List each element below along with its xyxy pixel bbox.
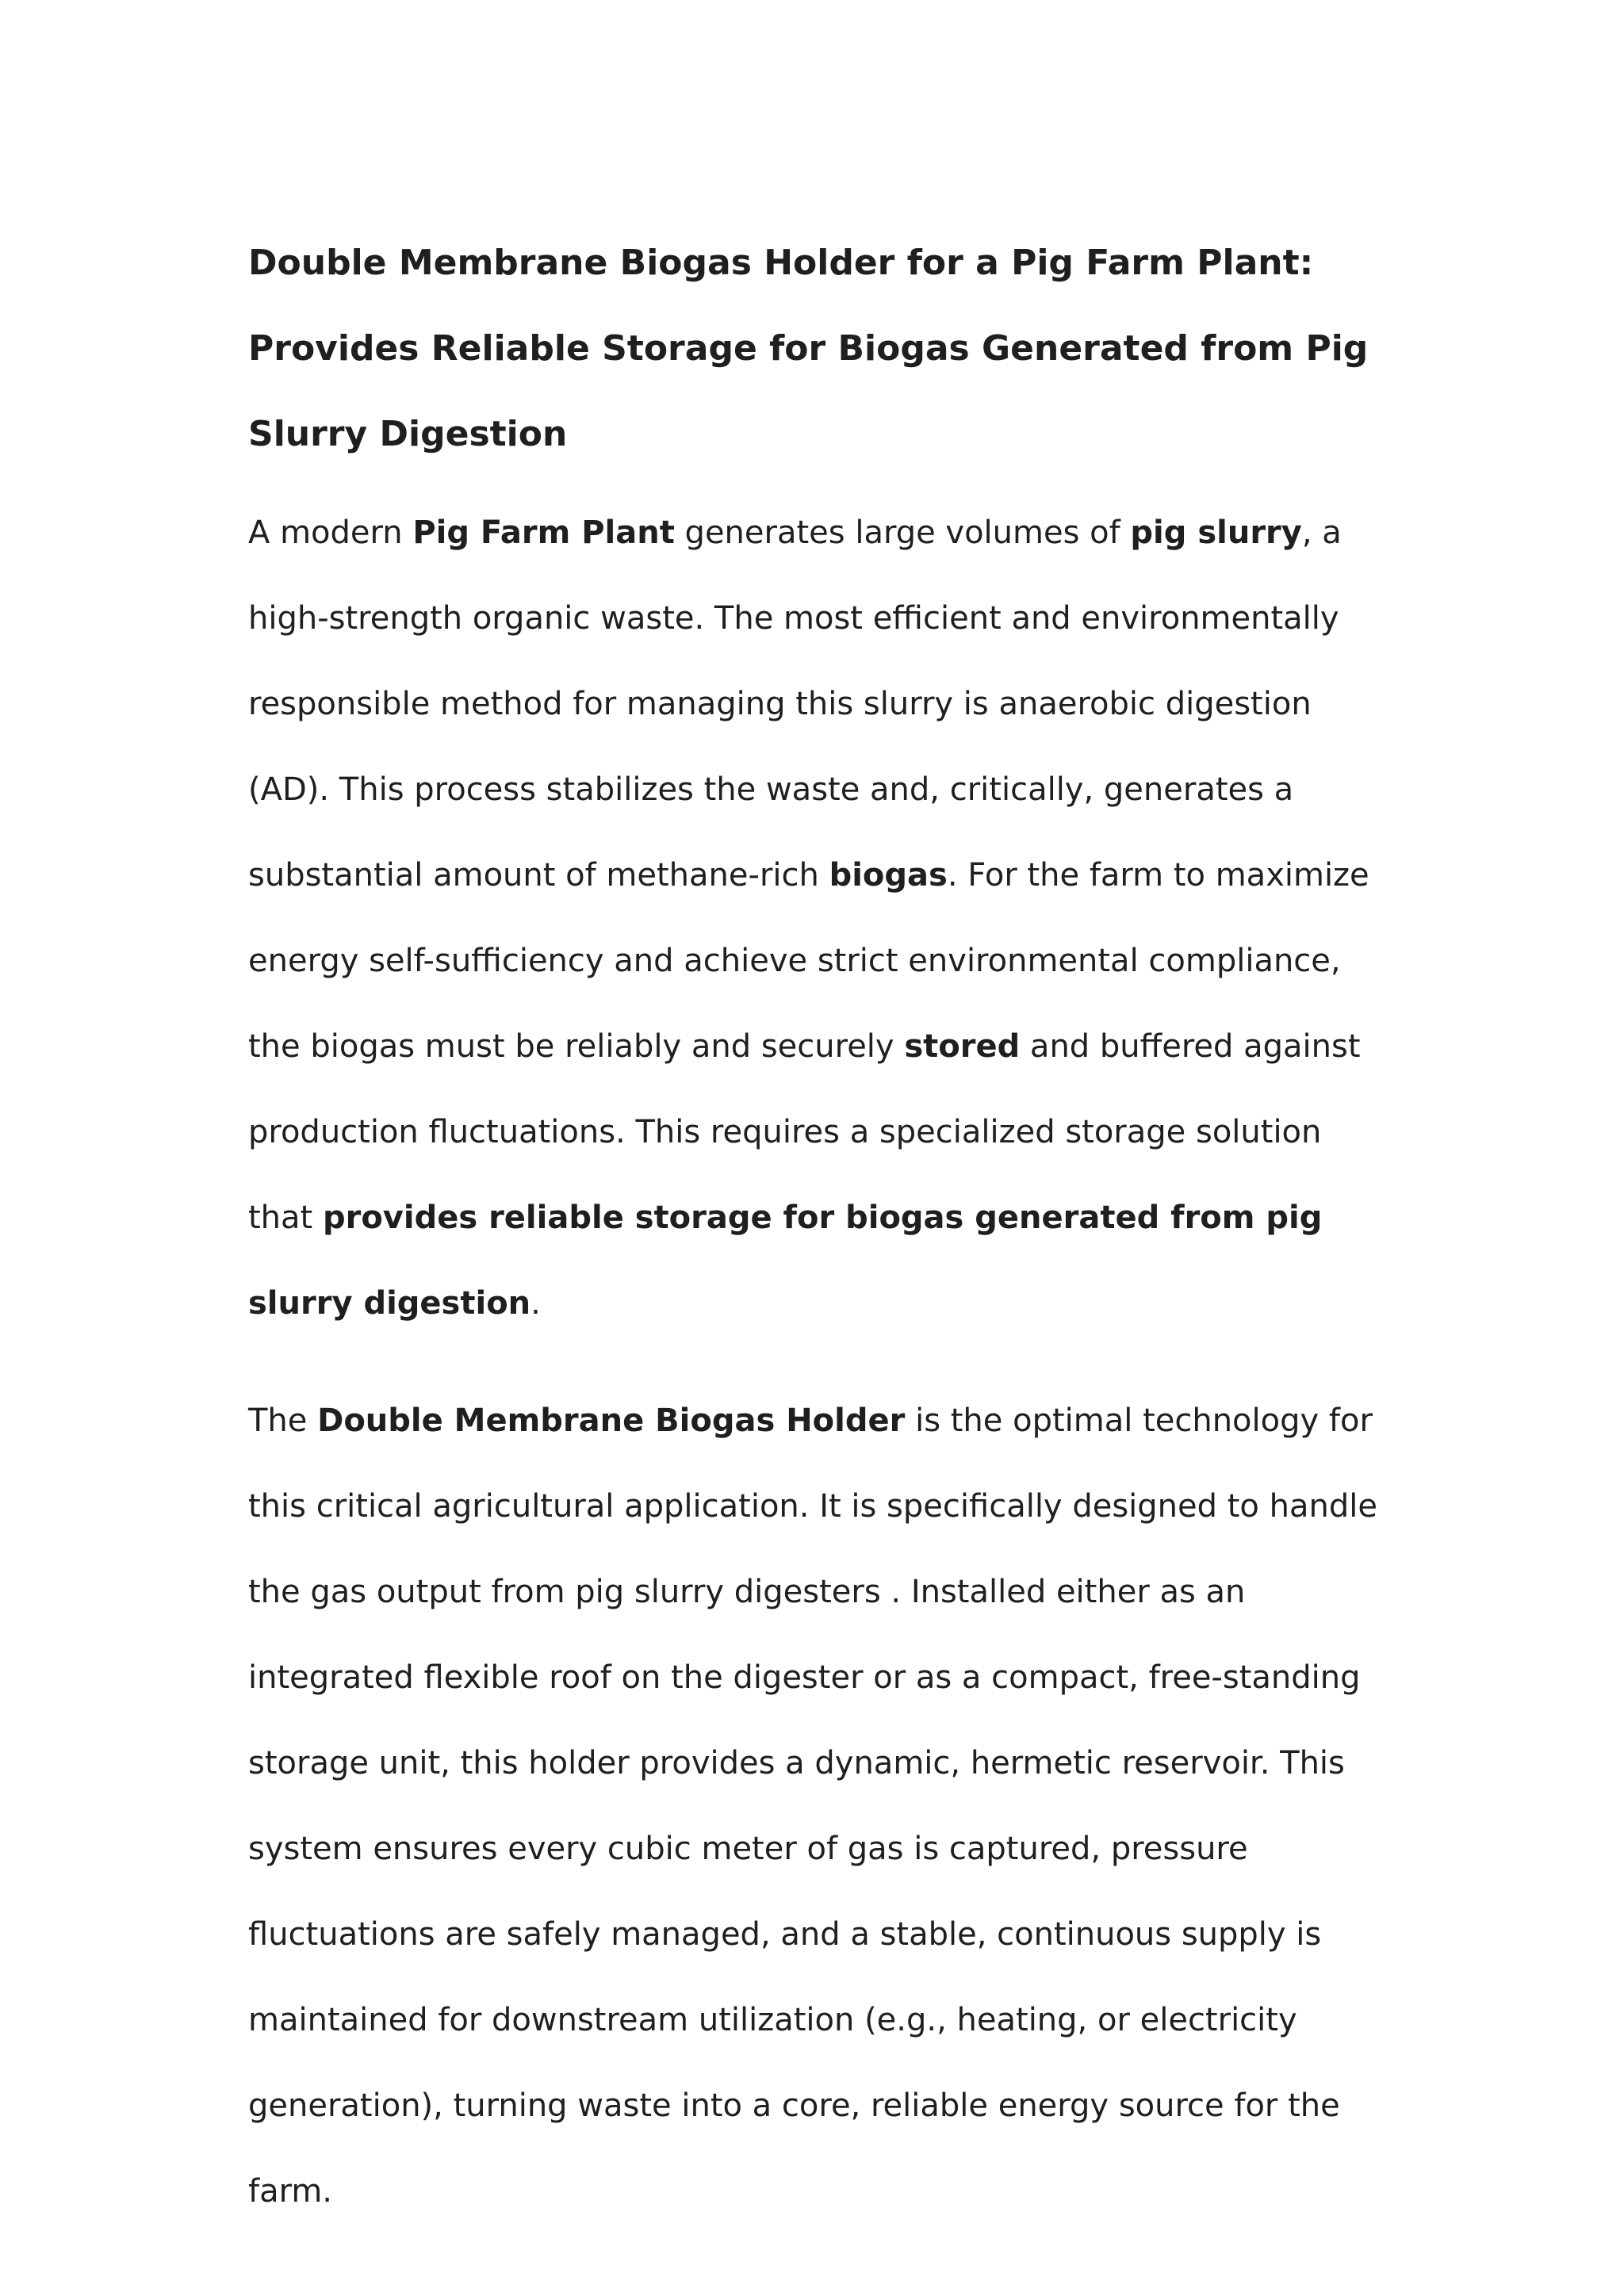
paragraph-intro-text-1: A modern — [248, 515, 413, 551]
paragraph-intro-text-4: . For the farm to maximize energy self-sufficiency and achieve strict environmental compliance, the biogas must be reliably and securely — [248, 857, 1369, 1065]
term-double-membrane-biogas-holder: Double Membrane Biogas Holder — [317, 1402, 906, 1439]
paragraph-intro — [248, 490, 1390, 1346]
document-page — [248, 220, 1390, 2234]
term-pig-slurry: pig slurry — [1130, 515, 1302, 551]
paragraph-intro-text-3: , a high-strength organic waste. The most efficient and environmentally responsible method for managing this slurry is anaerobic digestion (AD). This process stabilizes the waste and, critically, generates a substantial amount of methane-rich — [248, 515, 1342, 894]
paragraph-holder — [248, 1378, 1390, 2234]
paragraph-holder-text-2: is the optimal technology for this critical agricultural application. It is specifically designed to handle the gas output from pig slurry digesters . Installed either as an integrated flexible roof on the digester or as a compact, free-standing storage unit, this holder provides a dynamic, hermetic reservoir. This system ensures every cubic meter of gas is captured, pressure fluctuations are safely managed, and a stable, continuous supply is maintained for downstream utilization (e.g., heating, or electricity generation), turning waste into a core, reliable energy source for the farm. — [248, 1402, 1377, 2210]
paragraph-intro-text-5: and buffered against production fluctuations. This requires a specialized storage solution that — [248, 1028, 1361, 1236]
term-reliable-storage: provides reliable storage for biogas generated from pig slurry digestion — [248, 1200, 1323, 1322]
document-title: Double Membrane Biogas Holder for a Pig Farm Plant: Provides Reliable Storage for Biogas Generated from Pig Slurry Digestion — [248, 243, 1369, 454]
paragraph-intro-text-2: generates large volumes of — [674, 515, 1131, 551]
paragraph-intro-text-6: . — [530, 1285, 541, 1322]
term-stored: stored — [904, 1028, 1021, 1065]
paragraph-holder-text-1: The — [248, 1402, 318, 1439]
term-biogas: biogas — [829, 857, 948, 894]
term-pig-farm-plant: Pig Farm Plant — [412, 515, 675, 551]
